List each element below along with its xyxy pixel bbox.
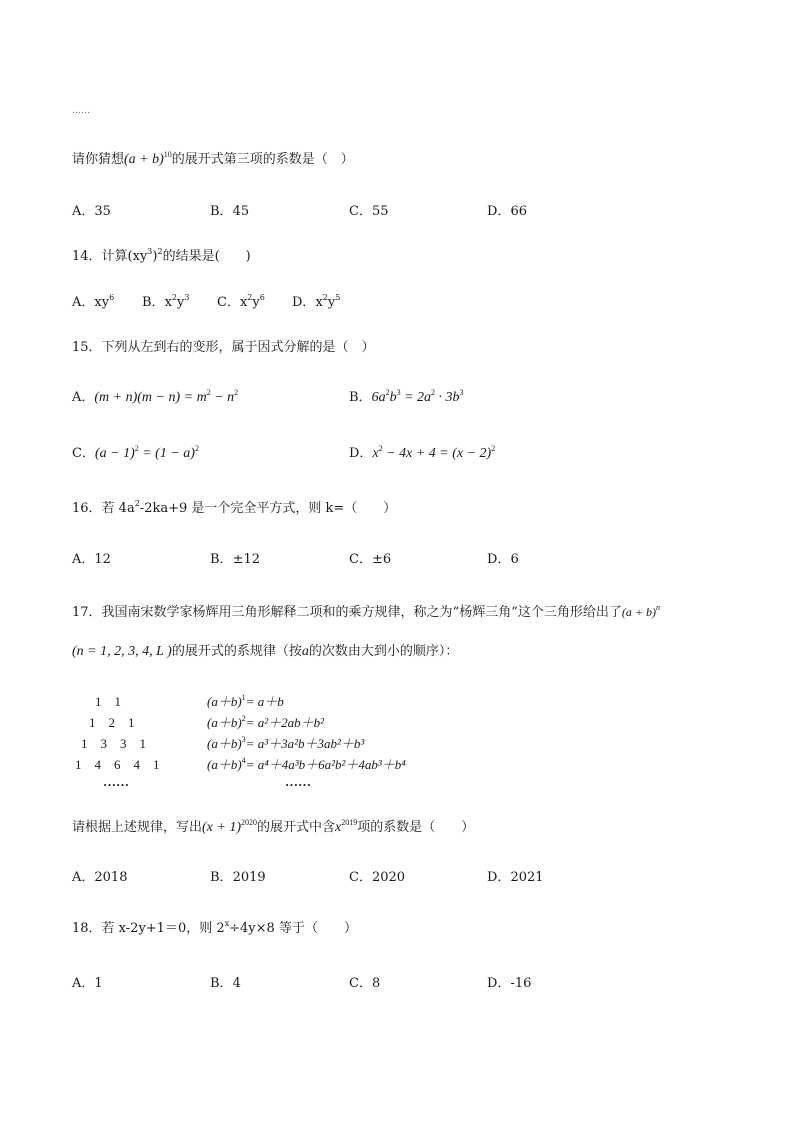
option-value: 8 <box>371 976 381 991</box>
option-letter: D． <box>292 295 316 310</box>
q14-text: 14．计算(xy <box>72 249 148 264</box>
q13-suffix: 的展开式第三项的系数是（ ） <box>171 152 354 167</box>
q18-suffix: ÷4y×8 等于（ ） <box>229 921 357 936</box>
option-tail: − 4x + 4 = (x − 2) <box>382 446 492 461</box>
option-value: -16 <box>510 976 532 991</box>
q17-line2-b: 的次数由大到小的顺序）： <box>308 644 459 659</box>
q14-exp1: 3 <box>147 247 153 256</box>
q17-line2-expr: (n = 1, 2, 3, 4, L ) <box>72 644 172 659</box>
option-letter: D． <box>487 204 511 219</box>
q18-exp: x <box>224 919 230 928</box>
option-value: 2020 <box>371 870 406 885</box>
option-base2: y <box>252 295 260 310</box>
q17-option-b[interactable] <box>210 869 266 887</box>
q13-option-b[interactable] <box>210 203 249 221</box>
triangle-row-4: 1 4 6 4 1 <box>75 757 160 772</box>
expansion-lhs: (a＋b) <box>207 694 242 709</box>
q17-option-d[interactable] <box>487 869 544 887</box>
option-letter: A． <box>72 204 95 219</box>
q15-option-a[interactable] <box>72 389 238 407</box>
option-letter: A． <box>72 976 95 991</box>
option-letter: A． <box>72 295 95 310</box>
option-letter: B． <box>210 870 233 885</box>
option-value: 6 <box>510 552 519 567</box>
q13-prefix: 请你猜想 <box>72 152 125 167</box>
option-exp2: 6 <box>259 293 265 302</box>
option-tail: − n <box>210 390 235 405</box>
option-exp: 2 <box>171 293 177 302</box>
option-letter: A． <box>72 552 95 567</box>
q14-option-a[interactable] <box>72 294 114 312</box>
q14-option-d[interactable] <box>292 294 340 312</box>
option-value: 12 <box>94 552 111 567</box>
q18-option-d[interactable] <box>487 975 531 993</box>
option-value: 35 <box>94 204 111 219</box>
q17-line1-expr: (a + b) <box>621 605 656 619</box>
option-letter: D． <box>487 976 511 991</box>
option-base2: y <box>177 295 185 310</box>
option-letter: B． <box>210 976 233 991</box>
q18-text: 18．若 x-2y+1＝0，则 2 <box>72 921 225 936</box>
q18-option-b[interactable] <box>210 975 241 993</box>
expansion-exp: 2 <box>241 714 246 723</box>
q15-option-c[interactable] <box>72 445 199 463</box>
q17-option-c[interactable] <box>349 869 405 887</box>
option-exp2: 3 <box>396 388 401 397</box>
question-17-prompt <box>72 819 474 837</box>
option-exp: 2 <box>134 444 139 453</box>
expansion-rhs: = a²＋2ab＋b² <box>245 715 324 730</box>
question-13-stem <box>72 151 354 169</box>
option-exp2: 2 <box>234 388 239 397</box>
q17-line2-a: 的展开式的系规律（按 <box>171 644 302 659</box>
option-value: 55 <box>371 204 389 219</box>
option-letter: C． <box>349 552 372 567</box>
option-value: ±12 <box>232 552 260 567</box>
q13-expression: (a + b) <box>124 152 164 167</box>
option-exp: 6 <box>109 293 115 302</box>
q17-prompt-var-exp: 2019 <box>341 818 358 827</box>
q18-option-a[interactable] <box>72 975 103 993</box>
q17-option-a[interactable] <box>72 869 127 887</box>
q16-option-c[interactable] <box>349 551 391 569</box>
expansion-row-3 <box>207 735 364 753</box>
option-expr: 6a <box>371 390 386 405</box>
option-tail: = 2a <box>400 390 432 405</box>
q17-prompt-expr: (x + 1) <box>202 820 242 835</box>
expansion-row-2 <box>207 714 324 732</box>
q16-text: 16．若 4a <box>72 501 135 516</box>
q13-option-a[interactable] <box>72 203 111 221</box>
question-16-stem <box>72 500 396 518</box>
triangle-row-1: 1 1 <box>95 694 122 709</box>
option-letter: B． <box>210 552 233 567</box>
option-base: xy <box>94 295 110 310</box>
option-exp2: 2 <box>194 444 199 453</box>
option-letter: A． <box>72 870 95 885</box>
option-value: 66 <box>510 204 527 219</box>
q17-line1: 17．我国南宋数学家杨辉用三角形解释二项和的乘方规律，称之为“杨辉三角”这个三角形给出了 <box>72 605 622 620</box>
option-mid: b <box>389 390 397 405</box>
option-exp: 2 <box>206 388 211 397</box>
expansion-dots: …… <box>285 774 311 789</box>
q15-option-d[interactable] <box>349 445 495 463</box>
q14-mid: ) <box>152 249 158 264</box>
option-value: ±6 <box>371 552 392 567</box>
q17-prompt-var: x <box>335 820 342 835</box>
option-letter: C． <box>217 295 240 310</box>
option-value: 1 <box>94 976 103 991</box>
question-14-stem <box>72 248 251 266</box>
q17-prompt-mid: 的展开式中含 <box>257 820 336 835</box>
option-letter: D． <box>349 446 373 461</box>
option-expr: (m + n)(m − n) = m <box>94 390 207 405</box>
option-value: 2021 <box>510 870 544 885</box>
q15-option-b[interactable] <box>349 389 464 407</box>
expansion-row-1 <box>207 693 284 711</box>
option-value: 45 <box>232 204 250 219</box>
option-exp4: 3 <box>459 388 464 397</box>
option-letter: B． <box>349 390 372 405</box>
option-exp: 2 <box>247 293 253 302</box>
expansion-exp: 4 <box>241 756 246 765</box>
option-exp2: 3 <box>184 293 190 302</box>
option-letter: C． <box>72 446 95 461</box>
option-exp: 2 <box>378 444 383 453</box>
option-base: x <box>239 295 248 310</box>
q17-prompt-prefix: 请根据上述规律，写出 <box>72 820 203 835</box>
option-base: x <box>164 295 172 310</box>
option-letter: D． <box>487 552 511 567</box>
option-exp3: 2 <box>431 388 436 397</box>
q17-prompt-exp: 2020 <box>241 818 258 827</box>
expansion-lhs: (a＋b) <box>207 757 242 772</box>
q16-exp: 2 <box>134 499 140 508</box>
triangle-row-3: 1 3 3 1 <box>81 736 147 751</box>
q16-suffix: -2ka+9 是一个完全平方式，则 k=（ ） <box>139 501 397 516</box>
ellipsis-marker: …… <box>72 106 90 116</box>
option-tail2: · 3b <box>435 390 460 405</box>
expansion-rhs: = a³＋3a²b＋3ab²＋b³ <box>245 736 365 751</box>
q17-line1-exp: n <box>655 603 660 612</box>
q14-option-b[interactable] <box>142 294 189 312</box>
expansion-exp: 1 <box>241 693 246 702</box>
option-exp2: 5 <box>335 293 341 302</box>
q14-suffix: 的结果是( ) <box>162 249 251 264</box>
question-15-stem: 15．下列从左到右的变形，属于因式分解的是（ ） <box>72 340 375 355</box>
question-17-stem-line1 <box>72 603 660 622</box>
q13-option-d[interactable] <box>487 203 527 221</box>
expansion-lhs: (a＋b) <box>207 715 242 730</box>
option-exp: 2 <box>322 293 328 302</box>
option-value: 2018 <box>94 870 128 885</box>
expansion-lhs: (a＋b) <box>207 736 242 751</box>
q14-exp2: 2 <box>157 247 163 256</box>
triangle-dots: …… <box>103 774 129 789</box>
option-letter: B． <box>210 204 233 219</box>
option-value: 4 <box>232 976 241 991</box>
q16-option-a[interactable] <box>72 551 111 569</box>
question-18-stem <box>72 920 357 938</box>
option-letter: C． <box>349 204 372 219</box>
q16-option-b[interactable] <box>210 551 260 569</box>
option-exp2: 2 <box>491 444 496 453</box>
option-letter: A． <box>72 390 95 405</box>
option-exp: 2 <box>385 388 390 397</box>
expansion-exp: 3 <box>241 735 246 744</box>
triangle-row-2: 1 2 1 <box>89 715 135 730</box>
expansion-row-4 <box>207 756 406 774</box>
option-expr: x <box>372 446 379 461</box>
q17-prompt-suffix: 项的系数是（ ） <box>357 820 475 835</box>
option-letter: D． <box>487 870 511 885</box>
option-letter: B． <box>142 295 165 310</box>
option-expr: (a − 1) <box>94 446 135 461</box>
q18-option-c[interactable] <box>349 975 380 993</box>
q13-option-c[interactable] <box>349 203 389 221</box>
q17-line2-var: a <box>301 644 309 659</box>
q14-option-c[interactable] <box>217 294 265 312</box>
option-tail: = (1 − a) <box>138 446 195 461</box>
q13-exponent: 10 <box>163 150 172 159</box>
question-17-stem-line2 <box>72 643 458 661</box>
option-letter: C． <box>349 870 372 885</box>
expansion-rhs: = a⁴＋4a³b＋6a²b²＋4ab³＋b⁴ <box>245 757 406 772</box>
option-letter: C． <box>349 976 372 991</box>
option-base2: y <box>327 295 336 310</box>
option-value: 2019 <box>232 870 266 885</box>
expansion-rhs: = a＋b <box>245 694 284 709</box>
option-base: x <box>315 295 323 310</box>
q16-option-d[interactable] <box>487 551 519 569</box>
